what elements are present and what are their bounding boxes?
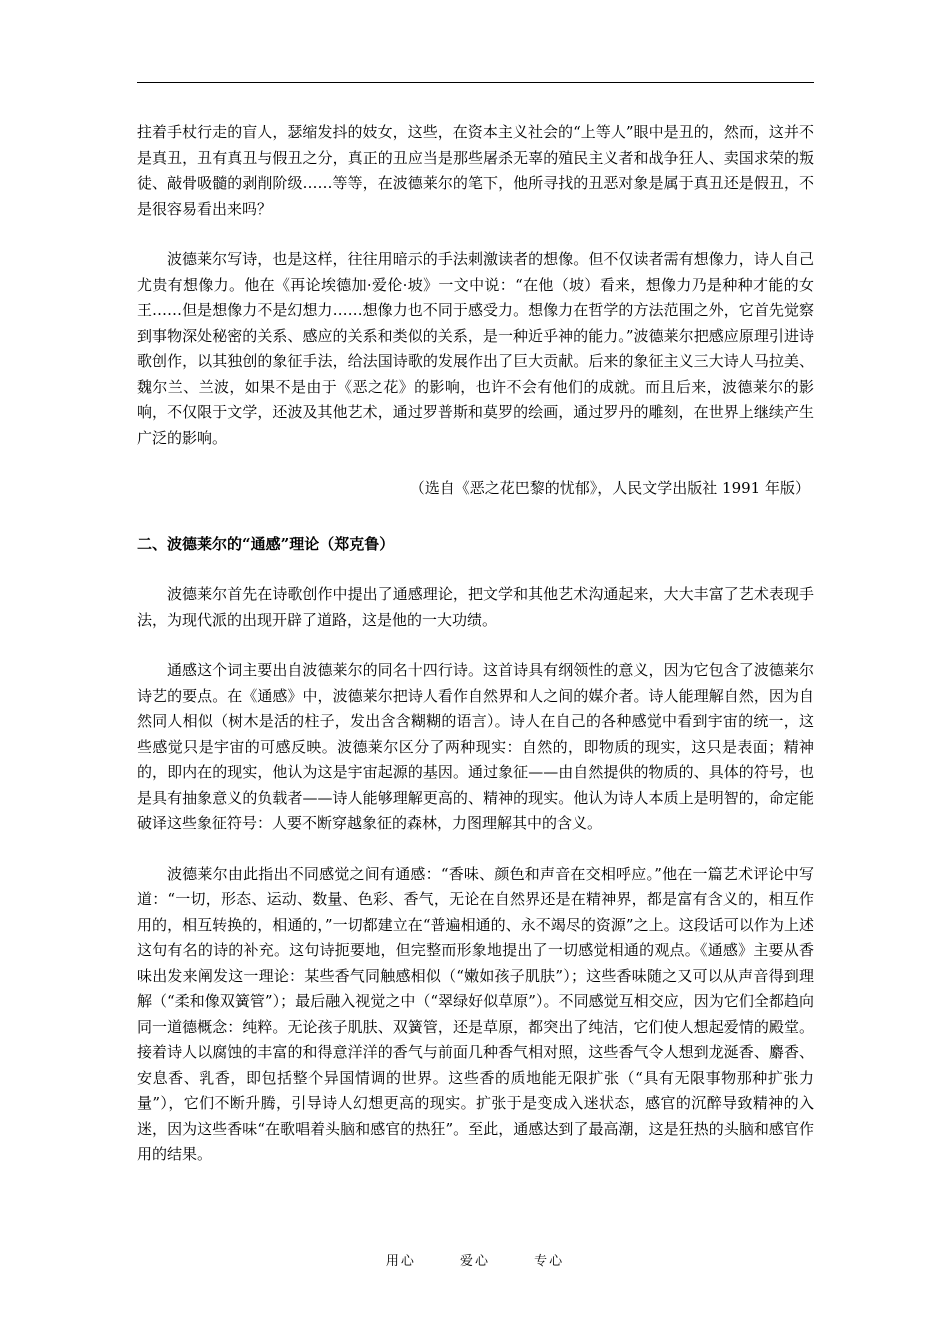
paragraph-continuation: 拄着手杖行走的盲人，瑟缩发抖的妓女，这些，在资本主义社会的“上等人”眼中是丑的，然而，这并不是真丑，丑有真丑与假丑之分，真正的丑应当是那些屠杀无辜的殖民主义者和战争狂人、卖国求荣的叛徒、敲骨吸髓的剥削阶级……等等，在波德莱尔的笔下，他所寻找的丑恶对象是属于真丑还是假丑，不是很容易看出来吗？ — [137, 123, 814, 218]
source-citation: （选自《恶之花巴黎的忧郁》，人民文学出版社 1991 年版） — [409, 479, 810, 497]
paragraph-synesthesia-senses: 波德莱尔由此指出不同感觉之间有通感：“香味、颜色和声音在交相呼应。”他在一篇艺术评论中写道：“一切，形态、运动、数量、色彩、香气，无论在自然界还是在精神界，都是富有含义的，相互作用的，相互转换的，相通的，”一切都建立在“普遍相通的、永不竭尽的资源”之上。这段话可以作为上述这句有名的诗的补充。这句诗扼要地，但完整而形象地提出了一切感觉相通的观点。《通感》主要从香味出发来阐发这一理论：某些香气同触感相似（“嫩如孩子肌肤”）；这些香味随之又可以从声音得到理解（“柔和像双簧管”）；最后融入视觉之中（“翠绿好似草原”）。不同感觉互相交应，因为它们全都趋向同一道德概念：纯粹。无论孩子肌肤、双簧管，还是草原，都突出了纯洁，它们使人想起爱情的殿堂。接着诗人以腐蚀的丰富的和得意洋洋的香气与前面几种香气相对照，这些香气令人想到龙涎香、麝香、安息香、乳香，即包括整个异国情调的世界。这些香的质地能无限扩张（“具有无限事物那种扩张力量”），它们不断升腾，引导诗人幻想更高的现实。扩张于是变成入迷状态，感官的沉醉导致精神的入迷，因为这些香味“在歌唱着头脑和感官的热狂”。至此，通感达到了最高潮，这是狂热的头脑和感官作用的结果。 — [137, 864, 814, 1163]
paragraph-synesthesia-intro: 波德莱尔首先在诗歌创作中提出了通感理论，把文学和其他艺术沟通起来，大大丰富了艺术表现手法，为现代派的出现开辟了道路，这是他的一大功绩。 — [137, 585, 814, 629]
paragraph-imagination: 波德莱尔写诗，也是这样，往往用暗示的手法刺激读者的想像。但不仅读者需有想像力，诗人自己尤贵有想像力。他在《再论埃德加·爱伦·坡》一文中说：“在他（坡）看来，想像力乃是种种才能的女王……但是想像力不是幻想力……想像力也不同于感受力。想像力在哲学的方法范围之外，它首先觉察到事物深处秘密的关系、感应的关系和类似的关系，是一种近乎神的能力。”波德莱尔把感应原理引进诗歌创作，以其独创的象征手法，给法国诗歌的发展作出了巨大贡献。后来的象征主义三大诗人马拉美、魏尔兰、兰波，如果不是由于《恶之花》的影响，也许不会有他们的成就。而且后来，波德莱尔的影响，不仅限于文学，还波及其他艺术，通过罗普斯和莫罗的绘画，通过罗丹的雕刻，在世界上继续产生广泛的影响。 — [137, 250, 814, 447]
footer-word-1: 用心 — [385, 1254, 416, 1269]
section-heading: 二、波德莱尔的“通感”理论（郑克鲁） — [137, 534, 395, 553]
document-body — [137, 120, 814, 1168]
paragraph-synesthesia-origin: 通感这个词主要出自波德莱尔的同名十四行诗。这首诗具有纲领性的意义，因为它包含了波德莱尔诗艺的要点。在《通感》中，波德莱尔把诗人看作自然界和人之间的媒介者。诗人能理解自然，因为自然同人相似（树木是活的柱子，发出含含糊糊的语言）。诗人在自己的各种感觉中看到宇宙的统一，这些感觉只是宇宙的可感反映。波德莱尔区分了两种现实：自然的，即物质的现实，这只是表面；精神的，即内在的现实，他认为这是宇宙起源的基因。通过象征——由自然提供的物质的、具体的符号，也是具有抽象意义的负载者——诗人能够理解更高的、精神的现实。他认为诗人本质上是明智的，命定能破译这些象征符号：人要不断穿越象征的森林，力图理解其中的含义。 — [137, 661, 814, 832]
page-footer — [0, 1250, 950, 1269]
header-rule — [137, 82, 814, 83]
footer-word-2: 爱心 — [459, 1254, 490, 1269]
footer-word-3: 专心 — [534, 1254, 565, 1269]
